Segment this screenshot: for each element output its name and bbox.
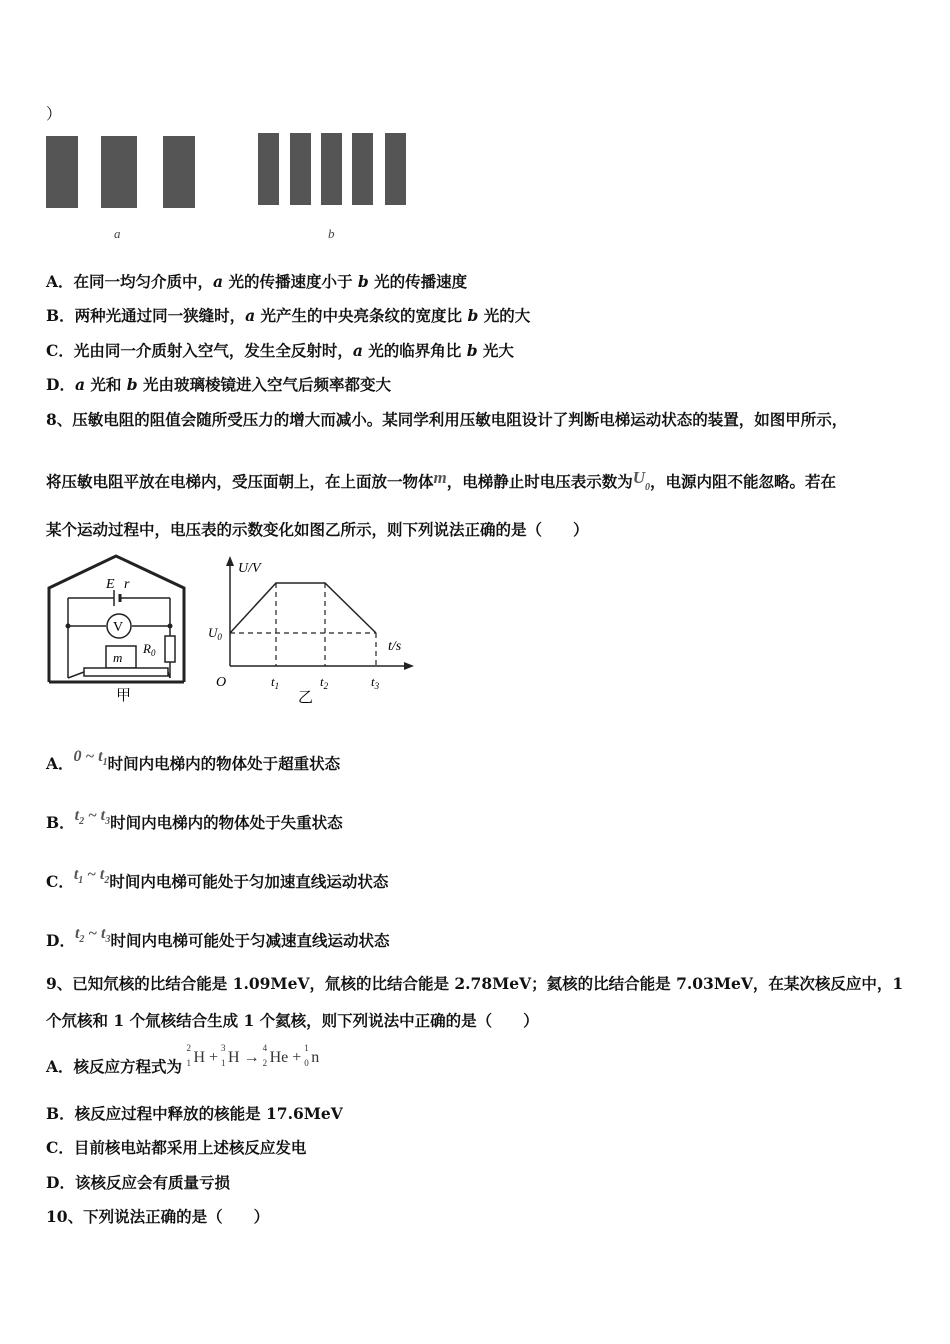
q8-option-a: A．0 ~ $t^1$时间内电梯内的物体处于超重状态: [46, 748, 341, 773]
emf-label: E: [106, 577, 115, 592]
resistor-r0: [165, 636, 175, 662]
q7-option-c: C．光由同一介质射入空气，发生全反射时，a 光的临界角比 b 光大: [46, 341, 514, 360]
q8-line1: 8、压敏电阻的阻值会随所受压力的增大而减小。某同学利用压敏电阻设计了判断电梯运动状态的装置，如图甲所示，: [46, 410, 848, 429]
q9-option-d: D．该核反应会有质量亏损: [46, 1173, 230, 1192]
x-axis-label: t/s: [388, 639, 402, 654]
fringe-label-a: a: [114, 226, 121, 241]
u0-label: $U_0$: [208, 625, 222, 642]
paren-fragment: ）: [46, 105, 62, 123]
q9-line2: 个氘核和 1 个氚核结合生成 1 个氦核，则下列说法中正确的是（ ）: [46, 1011, 539, 1030]
q7-option-a: A．在同一均匀介质中，a 光的传播速度小于 b 光的传播速度: [46, 272, 468, 291]
ut-graph: [198, 556, 428, 708]
internal-resistance-label: r: [124, 577, 130, 592]
graph-caption: 乙: [298, 690, 314, 706]
q8-option-d: D．$t^2$ ~ $t^3$时间内电梯可能处于匀减速直线运动状态: [46, 925, 390, 950]
voltmeter-label: V: [113, 620, 124, 635]
fringe-b-bar: [385, 133, 406, 205]
fringe-label-b: b: [328, 226, 335, 241]
nuclear-equation: 2 1 H + 3 1 H → 4 2 He + 1 0 n: [186, 1043, 320, 1068]
q7-option-d: D．a 光和 b 光由玻璃棱镜进入空气后频率都变大: [46, 375, 392, 394]
t3-label: $t_3$: [371, 674, 380, 691]
q8-option-c: C．$t^1$ ~ $t^2$时间内电梯可能处于匀加速直线运动状态: [46, 866, 389, 891]
origin-label: O: [216, 675, 227, 690]
voltage-curve: [230, 583, 376, 633]
fringe-b-bar: [352, 133, 373, 205]
mass-label: m: [113, 650, 123, 665]
fringe-a-bar: [46, 136, 78, 208]
fringe-b-bar: [290, 133, 311, 205]
q9-option-a: A．核反应方程式为 2 1 H + 3 1 H → 4 2 He + 1 0 n: [46, 1043, 320, 1076]
t2-label: $t_2$: [320, 674, 329, 691]
fringe-a-bar: [101, 136, 137, 208]
circuit-caption: 甲: [116, 688, 132, 704]
t1-label: $t_1$: [271, 674, 280, 691]
circuit-diagram: [44, 550, 194, 710]
fringe-b-bar: [258, 133, 279, 205]
q7-option-b: B．两种光通过同一狭缝时，a 光产生的中央亮条纹的宽度比 b 光的大: [46, 306, 531, 325]
q9-option-c: C．目前核电站都采用上述核反应发电: [46, 1138, 307, 1157]
q8-line2: 将压敏电阻平放在电梯内，受压面朝上，在上面放一物体m，电梯静止时电压表示数为$U_0$，电源内阻不能忽略。若在: [46, 468, 837, 493]
q9-line1: 9、已知氘核的比结合能是 1.09MeV，氚核的比结合能是 2.78MeV；氦核的比结合能是 7.03MeV，在某次核反应中，1: [46, 974, 904, 993]
resistor-label: $R_0$: [143, 641, 156, 658]
fringe-b-bar: [321, 133, 342, 205]
pressure-sensor: [84, 668, 168, 676]
q8-option-b: B．$t^2$ ~ $t^3$时间内电梯内的物体处于失重状态: [46, 807, 343, 832]
q8-line3: 某个运动过程中，电压表的示数变化如图乙所示，则下列说法正确的是（ ）: [46, 520, 589, 539]
fringe-figure: [40, 128, 420, 246]
q9-option-b: B．核反应过程中释放的核能是 17.6MeV: [46, 1104, 343, 1123]
y-axis-label: U/V: [238, 561, 261, 576]
fringe-a-bar: [163, 136, 195, 208]
q10-stem: 10、下列说法正确的是（ ）: [46, 1207, 270, 1226]
